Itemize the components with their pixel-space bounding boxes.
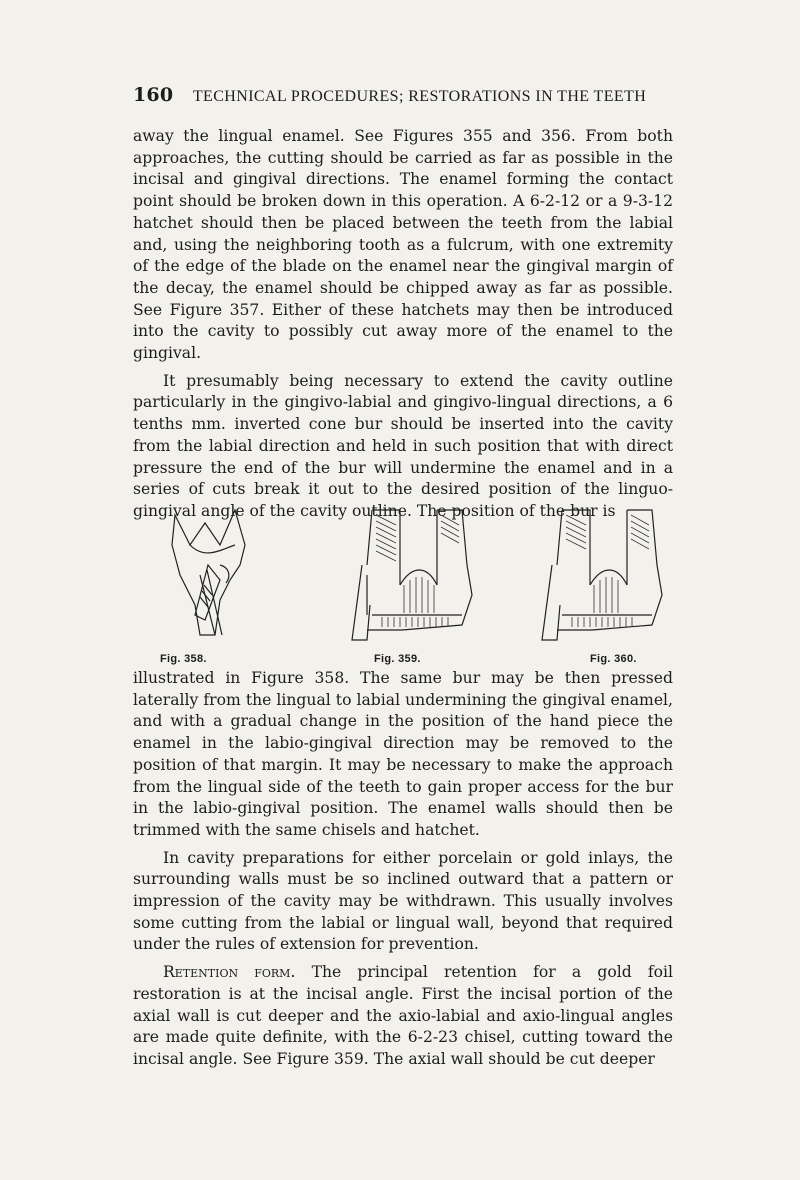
section-lead: Retention form. — [163, 963, 296, 982]
body-text-top — [133, 126, 673, 523]
running-title: TECHNICAL PROCEDURES; RESTORATIONS IN THE TEETH — [192, 88, 647, 105]
paragraph-text: The principal retention for a gold foil restoration is at the incisal angle. First the incisal portion of the axial wall is cut deeper and the axio-labial and axio-lingual angles are made quite definite, with the 6-2-23 chisel, cutting toward the incisal angle. See Figure 359. The axial wall should be cut deeper — [133, 963, 673, 1068]
figure-358-caption: Fig. 358. — [160, 653, 207, 665]
page-number: 160 — [133, 84, 174, 106]
figure-359-caption: Fig. 359. — [374, 653, 421, 665]
paragraph: away the lingual enamel. See Figures 355 and 356. From both approaches, the cutting should be carried as far as possible in the incisal and gingival directions. The enamel forming the contact point should be broken down in this operation. A 6-2-12 or a 9-3-12 hatchet should then be placed between the teeth from the labial and, using the neighboring tooth as a fulcrum, with one extremity of the edge of the blade on the enamel near the gingival margin of the decay, the enamel should be chipped away as far as possible. See Figure 357. Either of these hatchets may then be introduced into the cavity to possibly cut away more of the enamel to the gingival. — [133, 127, 673, 363]
figure-360-caption: Fig. 360. — [590, 653, 637, 665]
paragraph: It presumably being necessary to extend the cavity outline particularly in the gingivo-labial and gingivo-lingual directions, a 6 tenths mm. inverted cone bur should be inserted into the cavity from the labial direction and held in such position that with direct pressure the end of the bur will undermine the enamel and in a series of cuts break it out to the desired position of the linguo-gingival angle of the cavity outline. The position of the bur is — [133, 371, 673, 520]
figure-360-illustration — [532, 505, 672, 645]
body-text-bottom — [133, 668, 673, 1071]
figure-row — [160, 505, 700, 665]
figure-359-illustration — [342, 505, 482, 645]
paragraph-retention — [133, 962, 673, 1071]
paragraph: In cavity preparations for either porcelain or gold inlays, the surrounding walls must be so inclined outward that a pattern or impression of the cavity may be withdrawn. This usually involves some cutting from the labial or lingual wall, beyond that required under the rules of extension for prevention. — [133, 848, 673, 954]
running-header — [133, 84, 673, 106]
paragraph: illustrated in Figure 358. The same bur may be then pressed laterally from the lingual to labial undermining the gingival enamel, and with a gradual change in the position of the hand piece the enamel in the labio-gingival direction may be removed to the position of that margin. It may be necessary to make the approach from the lingual side of the teeth to gain proper access for the bur in the labio-gingival position. The enamel walls should then be trimmed with the same chisels and hatchet. — [133, 669, 673, 839]
figure-358-illustration — [160, 505, 270, 645]
